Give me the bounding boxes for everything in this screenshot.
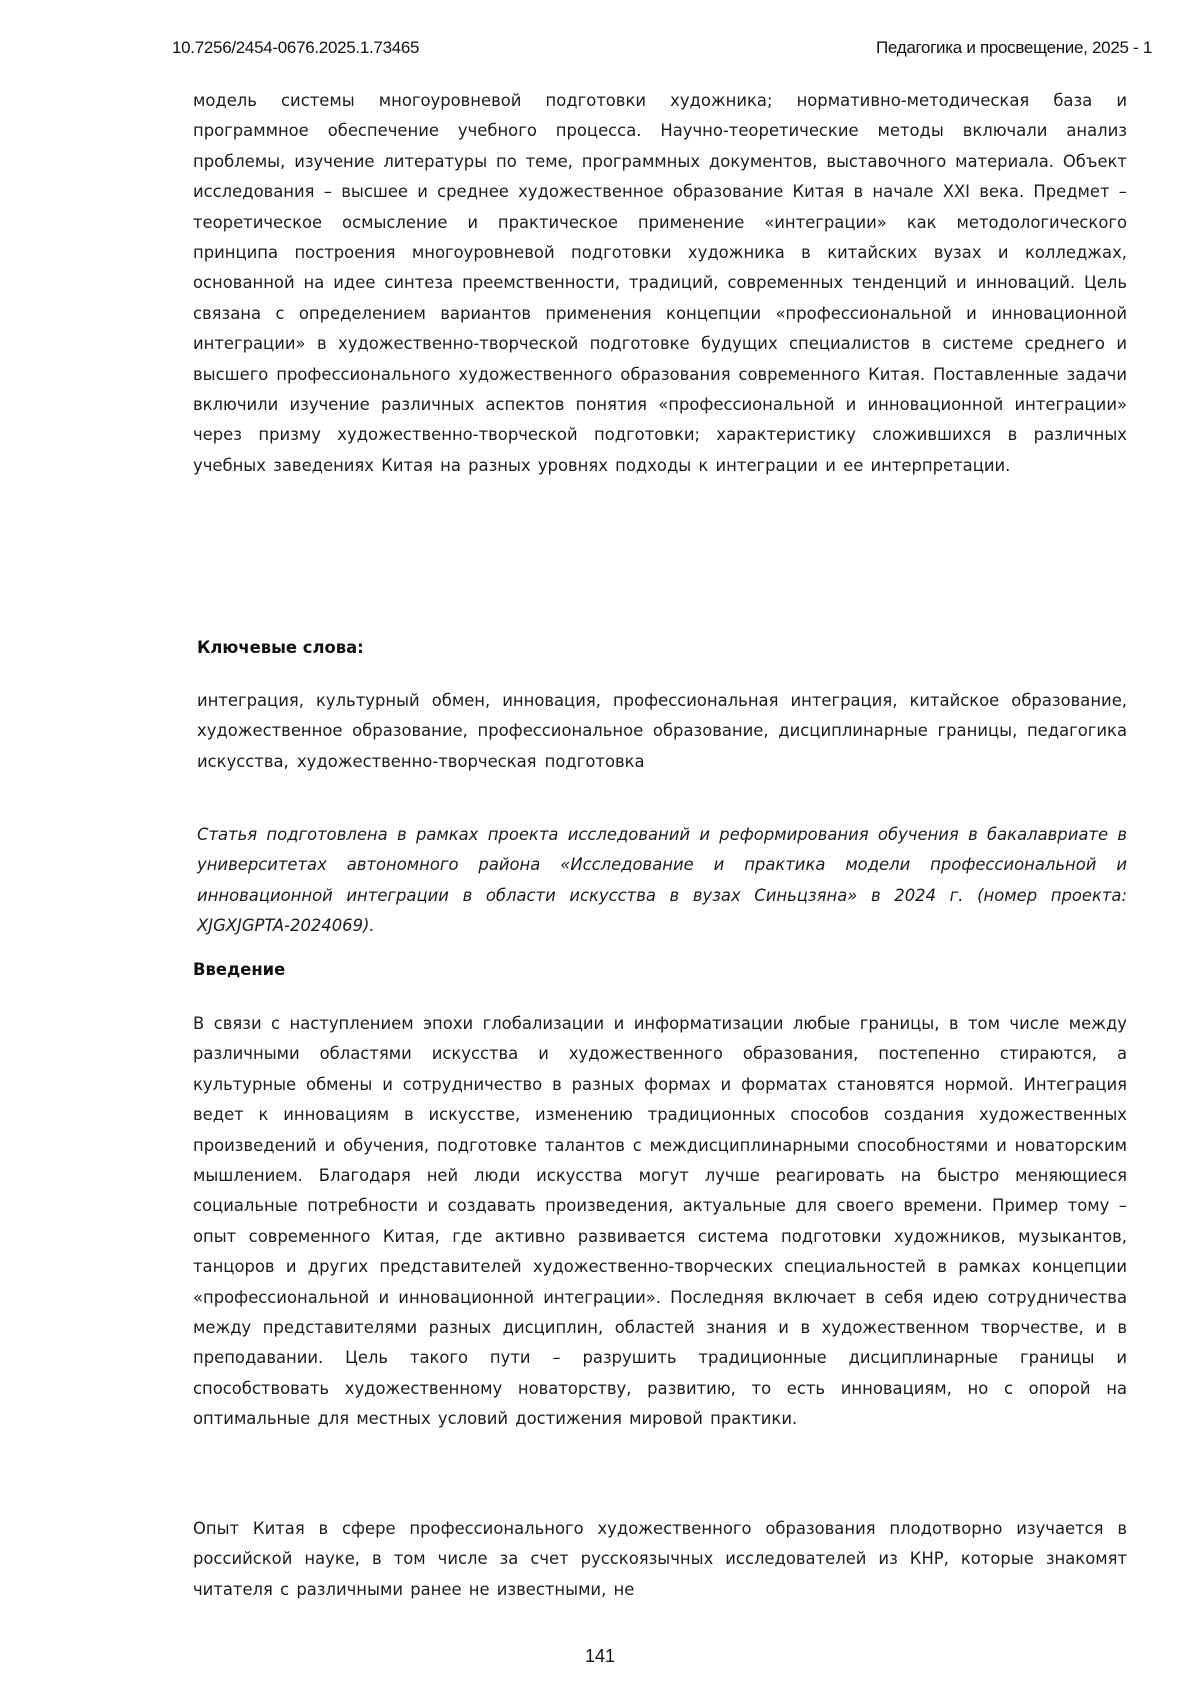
funding-note-text: Статья подготовлена в рамках проекта исследований и реформирования обучения в бакалавриате в университетах автономного района «Исследование и практика модели профессиональной и инновационной интеграции в области искусства в вузах Синьцзяна» в 2024 г. (номер проекта: XJGXJGPTA-2024069). [197, 820, 1127, 942]
abstract-continuation [193, 86, 1127, 481]
introduction-paragraph [193, 1514, 1127, 1605]
introduction-paragraph-1: В связи с наступлением эпохи глобализации и информатизации любые границы, в том числе между различными областями искусства и художественного образования, постепенно стираются, а культурные обмены и сотрудничество в разных формах и форматах становятся нормой. Интеграция ведет к инновациям в искусстве, изменению традиционных способов создания художественных произведений и обучения, подготовке талантов с междисциплинарными способностями и новаторским мышлением. Благодаря ней люди искусства могут лучше реагировать на быстро меняющиеся социальные потребности и создавать произведения, актуальные для своего времени. Пример тому – опыт современного Китая, где активно развивается система подготовки художников, музыкантов, танцоров и других представителей художественно-творческих специальностей в рамках концепции «профессиональной и инновационной интеграции». Последняя включает в себя идею сотрудничества между представителями разных дисциплин, областей знания и в художественном творчестве, и в преподавании. Цель такого пути – разрушить традиционные дисциплинарные границы и способствовать художественному новаторству, развитию, то есть инновациям, но с опорой на оптимальные для местных условий достижения мировой практики. [193, 1009, 1127, 1435]
introduction-paragraph-2: Опыт Китая в сфере профессионального художественного образования плодотворно изучается в российской науке, в том числе за счет русскоязычных исследователей из КНР, которые знакомят читателя с различными ранее не известными, не [193, 1514, 1127, 1605]
funding-note [197, 820, 1127, 942]
introduction-heading: Введение [193, 960, 285, 979]
doi-label[interactable]: 10.7256/2454-0676.2025.1.73465 [172, 38, 419, 58]
introduction-paragraph [193, 1009, 1127, 1435]
page-header [172, 38, 1152, 62]
keywords-text: интеграция, культурный обмен, инновация, профессиональная интеграция, китайское образование, художественное образование, профессиональное образование, дисциплинарные границы, педагогика искусства, художественно-творческая подготовка [197, 686, 1127, 777]
keywords-list [197, 686, 1127, 777]
page-number: 141 [0, 1646, 1200, 1667]
keywords-heading: Ключевые слова: [197, 638, 364, 657]
abstract-text: модель системы многоуровневой подготовки художника; нормативно-методическая база и программное обеспечение учебного процесса. Научно-теоретические методы включали анализ проблемы, изучение литературы по теме, программных документов, выставочного материала. Объект исследования – высшее и среднее художественное образование Китая в начале XXI века. Предмет – теоретическое осмысление и практическое применение «интеграции» как методологического принципа построения многоуровневой подготовки художника в китайских вузах и колледжах, основанной на идее синтеза преемственности, традиций, современных тенденций и инноваций. Цель связана с определением вариантов применения концепции «профессиональной и инновационной интеграции» в художественно-творческой подготовке будущих специалистов в системе среднего и высшего профессионального художественного образования современного Китая. Поставленные задачи включили изучение различных аспектов понятия «профессиональной и инновационной интеграции» через призму художественно-творческой подготовки; характеристику сложившихся в различных учебных заведениях Китая на разных уровнях подходы к интеграции и ее интерпретации. [193, 86, 1127, 481]
journal-title: Педагогика и просвещение, 2025 - 1 [876, 38, 1152, 58]
